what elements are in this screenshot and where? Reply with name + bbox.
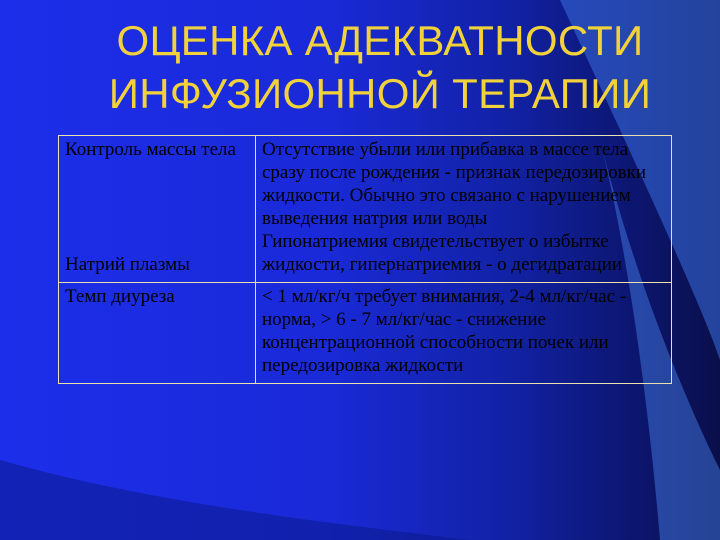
row-label-body-mass: Контроль массы тела [65,139,236,160]
table-cell-description [256,283,672,384]
table-cell-label [59,283,256,384]
row-text-body-mass: Отсутствие убыли или прибавка в массе тела сразу после рождения - признак передозировки жидкости. Обычно это связано с нарушением выведения натрия или воды [262,139,647,229]
assessment-table [58,135,672,384]
row-label-plasma-sodium: Натрий плазмы [65,254,190,275]
table-row [59,283,672,384]
table-cell-description [256,136,672,283]
title-line-1: ОЦЕНКА АДЕКВАТНОСТИ [116,17,644,64]
row-text-diuresis-rate: < 1 мл/кг/ч требует внимания, 2-4 мл/кг/час - норма, > 6 - 7 мл/кг/час - снижение концентрационной способности почек или передозировка жидкости [262,286,627,376]
row-text-plasma-sodium: Гипонатриемия свидетельствует о избытке жидкости, гипернатриемия - о дегидратации [262,231,623,275]
table-cell-label [59,136,256,283]
label-spacer [65,161,249,253]
title-line-2: ИНФУЗИОННОЙ ТЕРАПИИ [108,70,652,117]
slide-title [60,14,700,120]
row-label-diuresis-rate: Темп диуреза [65,286,175,307]
table-row [59,136,672,283]
decor-curve-dark [0,460,470,540]
